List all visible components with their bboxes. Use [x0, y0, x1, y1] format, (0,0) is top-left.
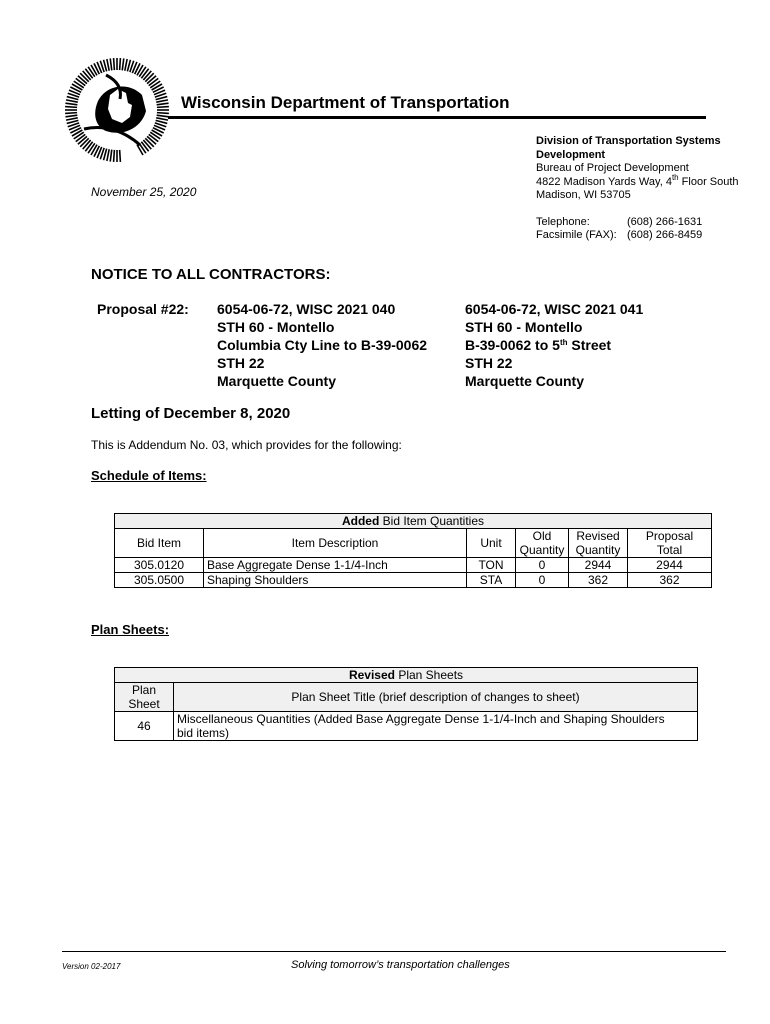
proposal-project-b: 6054-06-72, WISC 2021 041 STH 60 - Montello B-39-0062 to 5th Street STH 22 Marquette County [465, 301, 644, 389]
division-name: Division of Transportation Systems [536, 135, 721, 147]
letter-date: November 25, 2020 [91, 185, 197, 199]
table-header-row [115, 683, 698, 712]
footer-slogan: Solving tomorrow’s transportation challenges [291, 959, 510, 971]
col-plan-sheet: Plan Sheet [115, 683, 174, 712]
title-rule [168, 116, 706, 119]
version-label: Version 02-2017 [62, 962, 121, 971]
bid-items-table [114, 513, 712, 588]
proposal-label: Proposal #22: [97, 301, 189, 317]
contact-block [536, 135, 739, 243]
proposal-project-a: 6054-06-72, WISC 2021 040 STH 60 - Montello Columbia Cty Line to B-39-0062 STH 22 Marquette County [217, 301, 428, 389]
plan-sheets-heading: Plan Sheets: [91, 622, 170, 637]
col-old-quantity: Old Quantity [516, 529, 569, 558]
table-header-row [115, 529, 712, 558]
bureau-name: Bureau of Project Development [536, 162, 689, 174]
col-unit: Unit [467, 529, 516, 558]
col-bid-item: Bid Item [115, 529, 204, 558]
table-caption: Revised Plan Sheets [115, 668, 698, 683]
table-row: 305.0120 Base Aggregate Dense 1-1/4-Inch TON 0 2944 2944 [115, 558, 712, 573]
schedule-heading: Schedule of Items: [91, 468, 207, 483]
division-name-cont: Development [536, 148, 606, 161]
street-address: 4822 Madison Yards Way, 4th Floor South [536, 172, 739, 188]
telephone: Telephone: (608) 266-1631 [536, 215, 703, 228]
notice-heading: NOTICE TO ALL CONTRACTORS: [91, 266, 331, 283]
col-sheet-title: Plan Sheet Title (brief description of changes to sheet) [174, 683, 698, 712]
col-revised-quantity: Revised Quantity [569, 529, 628, 558]
letting-date: Letting of December 8, 2020 [91, 405, 291, 422]
col-proposal-total: Proposal Total [628, 529, 712, 558]
addendum-text: This is Addendum No. 03, which provides for the following: [91, 438, 402, 452]
table-row: 46 Miscellaneous Quantities (Added Base Aggregate Dense 1-1/4-Inch and Shaping Shoulders bid items) [115, 712, 698, 741]
agency-title: Wisconsin Department of Transportation [181, 93, 510, 112]
table-row: 305.0500 Shaping Shoulders STA 0 362 362 [115, 573, 712, 588]
wisdot-seal-icon [62, 55, 172, 165]
plan-sheets-table [114, 667, 698, 741]
city-address: Madison, WI 53705 [536, 189, 631, 201]
fax: Facsimile (FAX): (608) 266-8459 [536, 229, 703, 241]
col-description: Item Description [204, 529, 467, 558]
table-caption: Added Bid Item Quantities [115, 514, 712, 529]
footer-rule [62, 951, 726, 952]
